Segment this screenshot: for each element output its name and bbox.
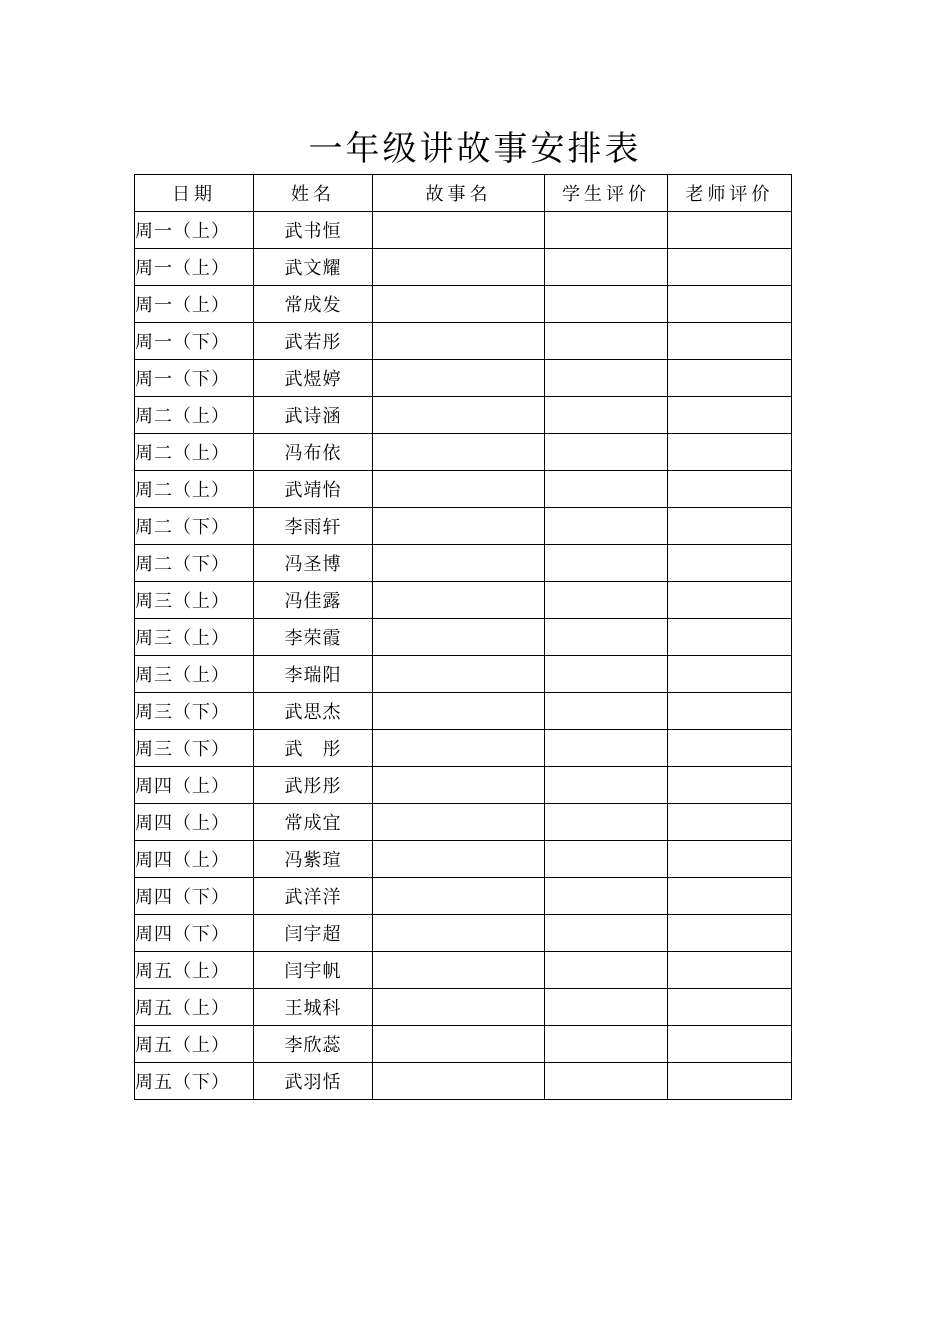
- table-row: [135, 582, 792, 619]
- story-name-cell: [373, 471, 545, 508]
- date-cell: 周二（上）: [135, 397, 254, 434]
- teacher-eval-cell: [668, 471, 792, 508]
- teacher-eval-cell: [668, 767, 792, 804]
- schedule-body: [135, 212, 792, 1100]
- teacher-eval-cell: [668, 212, 792, 249]
- teacher-eval-cell: [668, 693, 792, 730]
- student-name-cell: 闫宇超: [254, 915, 373, 952]
- teacher-eval-cell: [668, 952, 792, 989]
- teacher-eval-cell: [668, 915, 792, 952]
- story-name-cell: [373, 767, 545, 804]
- teacher-eval-cell: [668, 804, 792, 841]
- teacher-eval-cell: [668, 434, 792, 471]
- header-row: [135, 175, 792, 212]
- schedule-table: [134, 174, 792, 1100]
- date-cell: 周五（上）: [135, 952, 254, 989]
- student-name-cell: 冯圣博: [254, 545, 373, 582]
- student-name-cell: 武彤彤: [254, 767, 373, 804]
- table-row: [135, 841, 792, 878]
- student-eval-cell: [545, 804, 668, 841]
- student-eval-cell: [545, 1026, 668, 1063]
- teacher-eval-cell: [668, 730, 792, 767]
- student-name-cell: 常成宜: [254, 804, 373, 841]
- teacher-eval-cell: [668, 508, 792, 545]
- date-cell: 周二（上）: [135, 434, 254, 471]
- story-name-cell: [373, 508, 545, 545]
- date-cell: 周三（上）: [135, 582, 254, 619]
- table-row: [135, 656, 792, 693]
- student-name-cell: 武洋洋: [254, 878, 373, 915]
- student-eval-cell: [545, 545, 668, 582]
- story-name-cell: [373, 212, 545, 249]
- student-name-cell: 常成发: [254, 286, 373, 323]
- date-cell: 周一（上）: [135, 249, 254, 286]
- student-eval-cell: [545, 323, 668, 360]
- page-title: 一年级讲故事安排表: [308, 129, 642, 169]
- table-row: [135, 471, 792, 508]
- story-name-cell: [373, 249, 545, 286]
- story-name-cell: [373, 1063, 545, 1100]
- student-name-cell: 武煜婷: [254, 360, 373, 397]
- table-row: [135, 1063, 792, 1100]
- story-name-cell: [373, 286, 545, 323]
- student-eval-cell: [545, 471, 668, 508]
- student-eval-cell: [545, 693, 668, 730]
- student-eval-cell: [545, 619, 668, 656]
- date-cell: 周四（下）: [135, 915, 254, 952]
- table-row: [135, 323, 792, 360]
- student-name-cell: 李荣霞: [254, 619, 373, 656]
- date-cell: 周四（上）: [135, 841, 254, 878]
- teacher-eval-cell: [668, 323, 792, 360]
- story-name-cell: [373, 619, 545, 656]
- date-cell: 周五（上）: [135, 989, 254, 1026]
- student-eval-cell: [545, 397, 668, 434]
- teacher-eval-cell: [668, 878, 792, 915]
- column-header-story: 故事名: [373, 175, 545, 212]
- date-cell: 周三（下）: [135, 693, 254, 730]
- table-row: [135, 508, 792, 545]
- student-eval-cell: [545, 360, 668, 397]
- date-cell: 周一（下）: [135, 323, 254, 360]
- teacher-eval-cell: [668, 360, 792, 397]
- teacher-eval-cell: [668, 286, 792, 323]
- date-cell: 周二（下）: [135, 508, 254, 545]
- date-cell: 周二（下）: [135, 545, 254, 582]
- table-row: [135, 360, 792, 397]
- student-eval-cell: [545, 989, 668, 1026]
- table-row: [135, 915, 792, 952]
- table-row: [135, 545, 792, 582]
- student-name-cell: 武若彤: [254, 323, 373, 360]
- student-eval-cell: [545, 1063, 668, 1100]
- table-row: [135, 619, 792, 656]
- column-header-date: 日期: [135, 175, 254, 212]
- teacher-eval-cell: [668, 582, 792, 619]
- story-name-cell: [373, 397, 545, 434]
- student-eval-cell: [545, 915, 668, 952]
- story-name-cell: [373, 656, 545, 693]
- teacher-eval-cell: [668, 619, 792, 656]
- table-row: [135, 878, 792, 915]
- student-name-cell: 武诗涵: [254, 397, 373, 434]
- table-row: [135, 434, 792, 471]
- date-cell: 周四（上）: [135, 804, 254, 841]
- student-name-cell: 冯紫瑄: [254, 841, 373, 878]
- student-name-cell: 李雨轩: [254, 508, 373, 545]
- student-eval-cell: [545, 878, 668, 915]
- story-name-cell: [373, 1026, 545, 1063]
- story-name-cell: [373, 841, 545, 878]
- story-name-cell: [373, 952, 545, 989]
- date-cell: 周一（上）: [135, 286, 254, 323]
- student-name-cell: 李瑞阳: [254, 656, 373, 693]
- student-eval-cell: [545, 582, 668, 619]
- table-row: [135, 249, 792, 286]
- date-cell: 周三（上）: [135, 619, 254, 656]
- student-name-cell: 武文耀: [254, 249, 373, 286]
- table-row: [135, 952, 792, 989]
- date-cell: 周一（上）: [135, 212, 254, 249]
- story-name-cell: [373, 878, 545, 915]
- teacher-eval-cell: [668, 1063, 792, 1100]
- column-header-name: 姓名: [254, 175, 373, 212]
- teacher-eval-cell: [668, 249, 792, 286]
- story-name-cell: [373, 545, 545, 582]
- date-cell: 周一（下）: [135, 360, 254, 397]
- date-cell: 周二（上）: [135, 471, 254, 508]
- student-name-cell: 武靖怡: [254, 471, 373, 508]
- story-name-cell: [373, 804, 545, 841]
- student-eval-cell: [545, 730, 668, 767]
- student-name-cell: 冯佳露: [254, 582, 373, 619]
- story-name-cell: [373, 434, 545, 471]
- story-name-cell: [373, 582, 545, 619]
- student-name-cell: 武思杰: [254, 693, 373, 730]
- table-row: [135, 397, 792, 434]
- teacher-eval-cell: [668, 656, 792, 693]
- table-row: [135, 767, 792, 804]
- teacher-eval-cell: [668, 545, 792, 582]
- teacher-eval-cell: [668, 397, 792, 434]
- student-eval-cell: [545, 286, 668, 323]
- date-cell: 周四（上）: [135, 767, 254, 804]
- story-name-cell: [373, 323, 545, 360]
- student-name-cell: 武书恒: [254, 212, 373, 249]
- student-eval-cell: [545, 249, 668, 286]
- student-eval-cell: [545, 767, 668, 804]
- teacher-eval-cell: [668, 841, 792, 878]
- table-row: [135, 804, 792, 841]
- table-row: [135, 1026, 792, 1063]
- student-eval-cell: [545, 212, 668, 249]
- student-eval-cell: [545, 952, 668, 989]
- date-cell: 周五（下）: [135, 1063, 254, 1100]
- student-name-cell: 李欣蕊: [254, 1026, 373, 1063]
- teacher-eval-cell: [668, 1026, 792, 1063]
- column-header-student-eval: 学生评价: [545, 175, 668, 212]
- student-name-cell: 武 彤: [254, 730, 373, 767]
- date-cell: 周三（下）: [135, 730, 254, 767]
- table-row: [135, 989, 792, 1026]
- student-name-cell: 王城科: [254, 989, 373, 1026]
- story-name-cell: [373, 360, 545, 397]
- story-name-cell: [373, 730, 545, 767]
- student-name-cell: 闫宇帆: [254, 952, 373, 989]
- date-cell: 周五（上）: [135, 1026, 254, 1063]
- story-name-cell: [373, 989, 545, 1026]
- story-name-cell: [373, 693, 545, 730]
- story-name-cell: [373, 915, 545, 952]
- teacher-eval-cell: [668, 989, 792, 1026]
- date-cell: 周四（下）: [135, 878, 254, 915]
- table-row: [135, 286, 792, 323]
- table-row: [135, 693, 792, 730]
- student-name-cell: 武羽恬: [254, 1063, 373, 1100]
- column-header-teacher-eval: 老师评价: [668, 175, 792, 212]
- table-row: [135, 212, 792, 249]
- student-eval-cell: [545, 434, 668, 471]
- table-row: [135, 730, 792, 767]
- student-eval-cell: [545, 508, 668, 545]
- student-name-cell: 冯布依: [254, 434, 373, 471]
- date-cell: 周三（上）: [135, 656, 254, 693]
- student-eval-cell: [545, 841, 668, 878]
- student-eval-cell: [545, 656, 668, 693]
